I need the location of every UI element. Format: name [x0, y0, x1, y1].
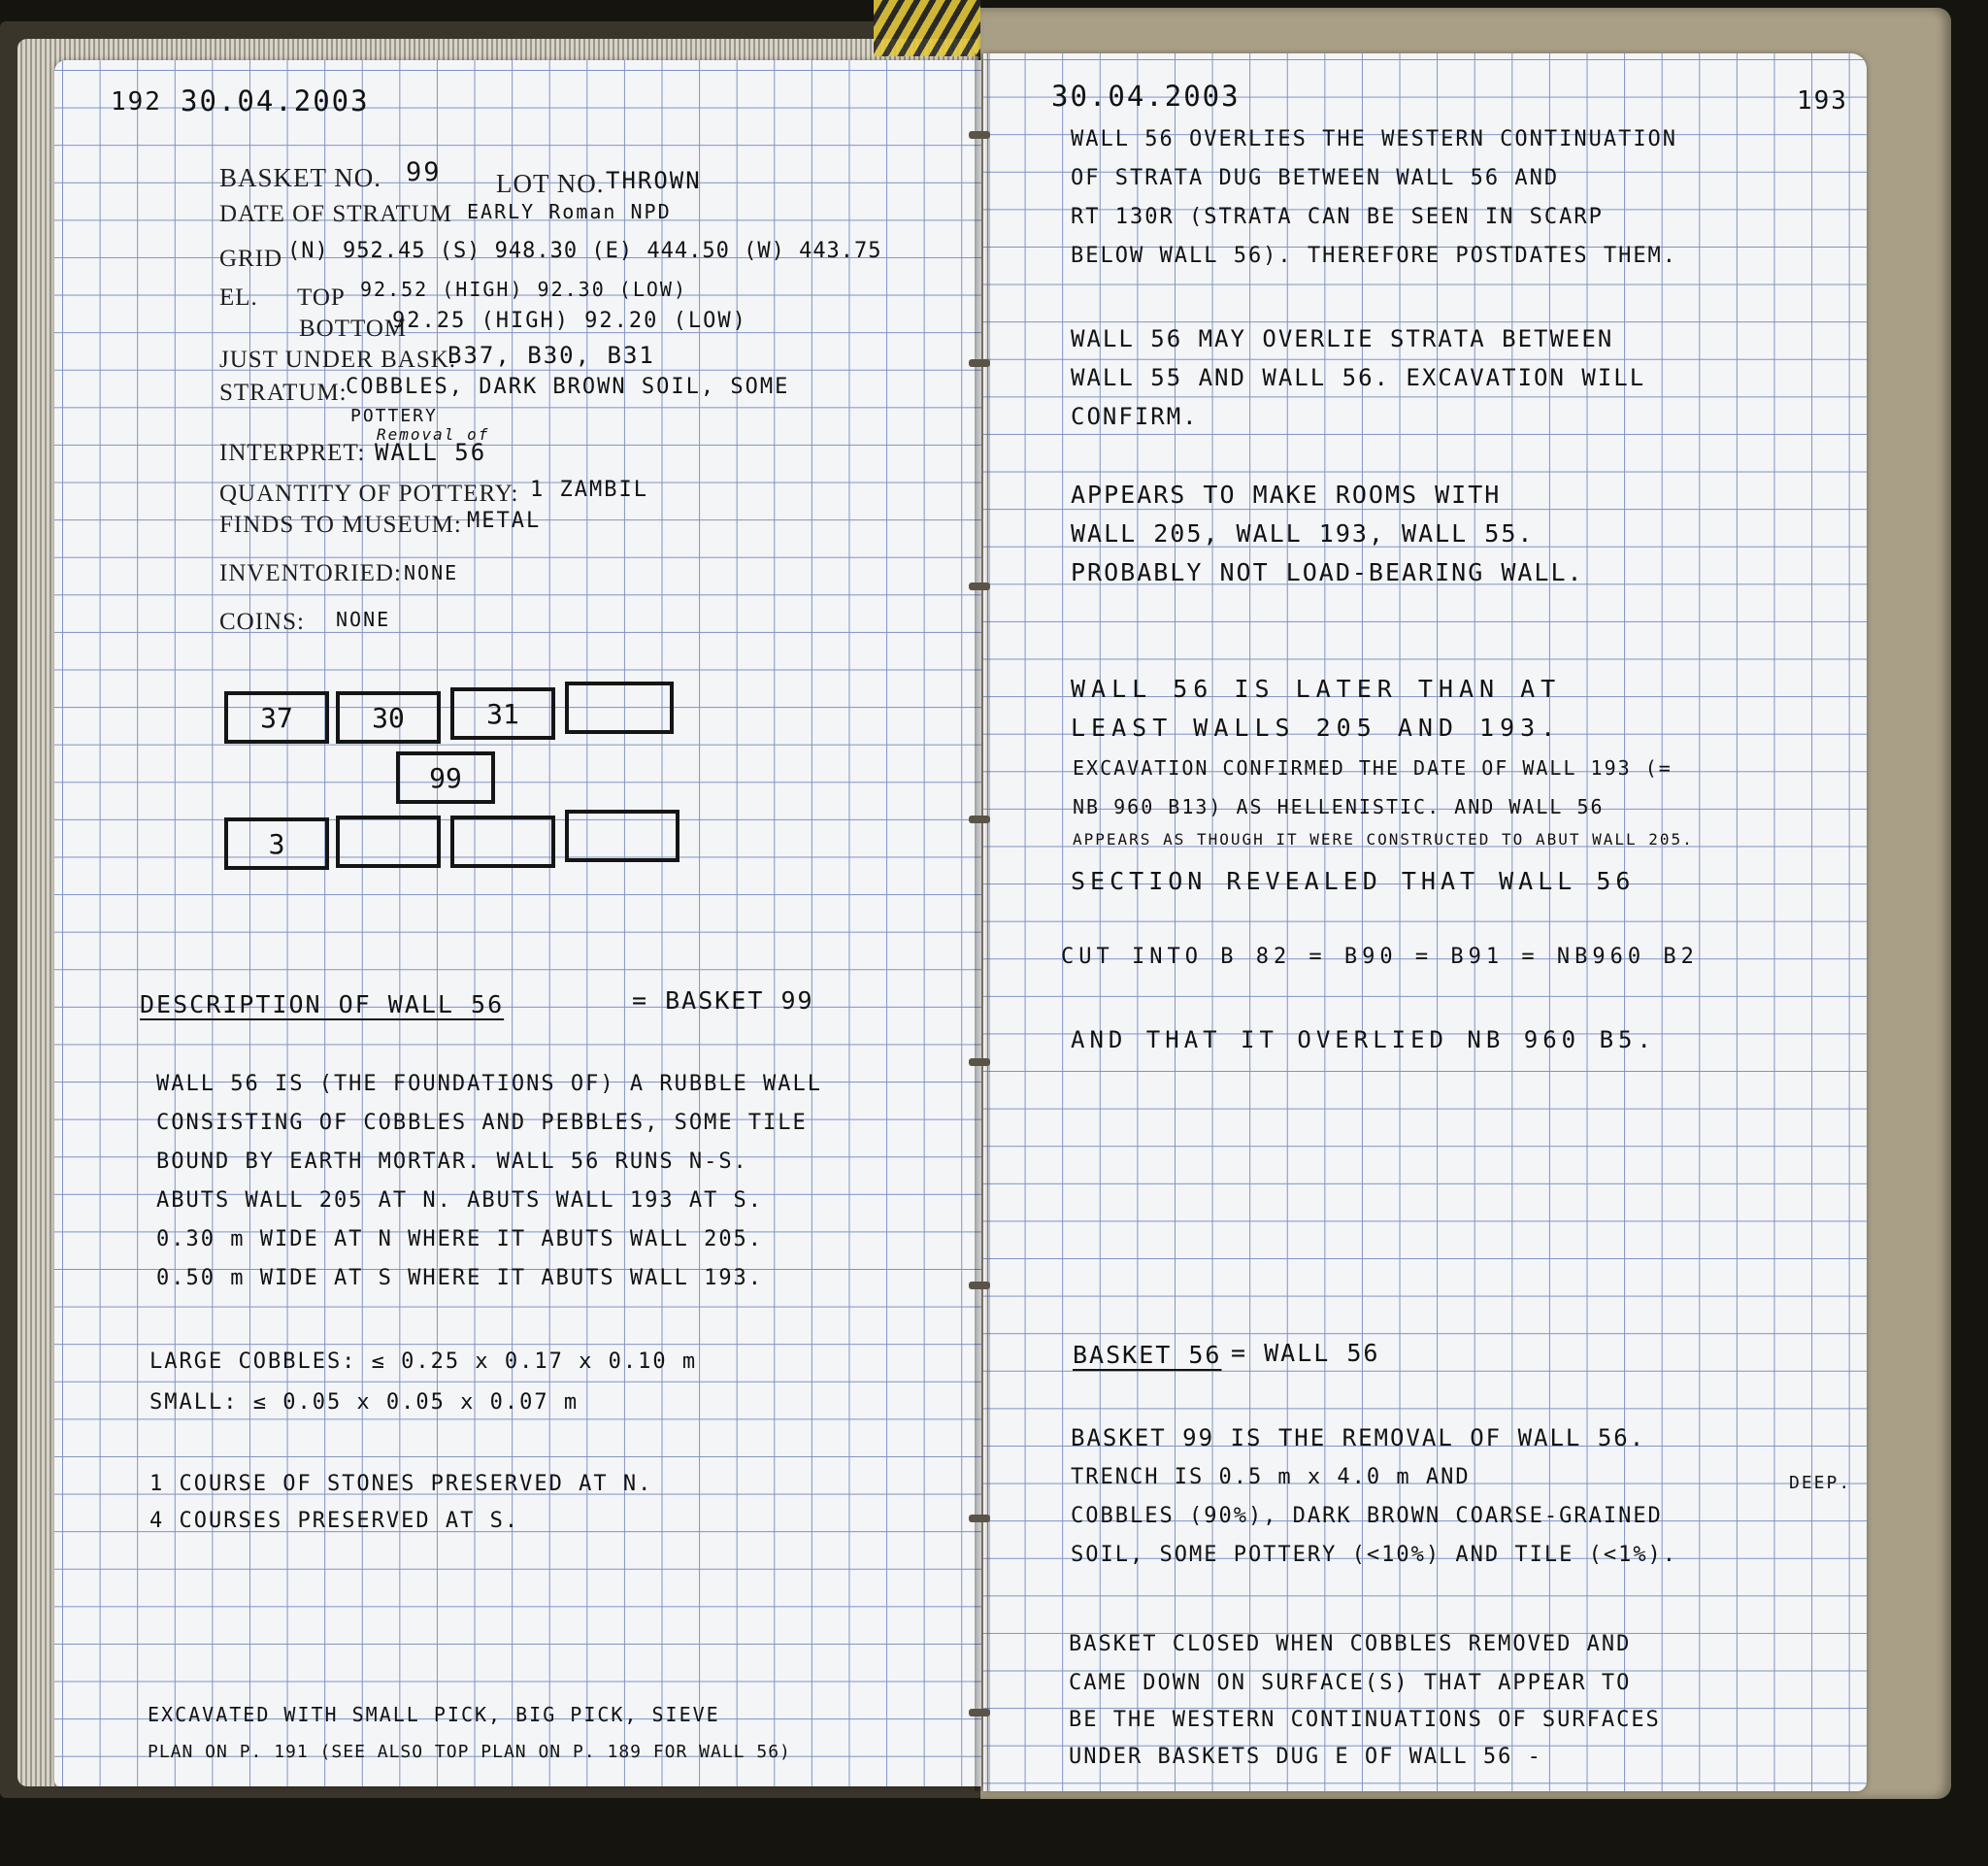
finds-value: METAL [467, 509, 542, 533]
stratigraphy-box-below-4 [565, 810, 679, 862]
coins-label: COINS: [219, 609, 305, 635]
finds-label: FINDS TO MUSEUM: [219, 512, 462, 538]
quantity-label: QUANTITY OF POTTERY: [219, 481, 519, 507]
note-line: RT 130R (STRATA CAN BE SEEN IN SCARP [1071, 205, 1604, 229]
binding-stitch [969, 1515, 990, 1522]
binding-stitch [969, 359, 990, 367]
binding-stitch [969, 1282, 990, 1289]
inventoried-value: NONE [404, 561, 459, 584]
note-line: CUT INTO B 82 = B90 = B91 = NB960 B2 [1061, 945, 1699, 969]
page-number: 193 [1797, 86, 1848, 116]
page-date: 30.04.2003 [181, 84, 370, 117]
binding-gutter [975, 53, 990, 1791]
interpret-label: INTERPRET: [219, 440, 366, 466]
quantity-value: 1 ZAMBIL [530, 478, 648, 502]
note-line: OF STRATA DUG BETWEEN WALL 56 AND [1071, 166, 1560, 190]
stratigraphy-box-below-2 [336, 816, 441, 868]
note-line: WALL 56 IS LATER THAN AT [1071, 675, 1562, 703]
lot-label: LOT NO. [496, 169, 605, 198]
bookmark-ribbon [874, 0, 980, 56]
basket-heading-suffix: = WALL 56 [1231, 1339, 1380, 1367]
just-under-value: B37, B30, B31 [447, 342, 655, 369]
lot-value: THROWN [606, 167, 702, 194]
basket-label: BASKET NO. [219, 163, 382, 192]
note-line: PROBABLY NOT LOAD-BEARING WALL. [1071, 558, 1584, 586]
inventoried-label: INVENTORIED: [219, 560, 402, 586]
page-date: 30.04.2003 [1051, 80, 1241, 113]
basket-line: COBBLES (90%), DARK BROWN COARSE-GRAINED [1071, 1504, 1663, 1528]
note-line: BELOW WALL 56). THEREFORE POSTDATES THEM. [1071, 244, 1678, 268]
page-number: 192 [111, 87, 162, 117]
description-heading: DESCRIPTION OF WALL 56 [140, 990, 505, 1018]
closing-line: BASKET CLOSED WHEN COBBLES REMOVED AND [1069, 1632, 1632, 1656]
basket-line: BASKET 99 IS THE REMOVAL OF WALL 56. [1071, 1424, 1646, 1451]
note-line: LEAST WALLS 205 AND 193. [1071, 714, 1562, 742]
grid-value: (N) 952.45 (S) 948.30 (E) 444.50 (W) 443.75 [287, 239, 882, 263]
stratigraphy-box-above-2: 30 [336, 691, 441, 744]
bottom-label: BOTTOM [299, 316, 408, 342]
description-line: CONSISTING OF COBBLES AND PEBBLES, SOME TILE [156, 1111, 808, 1135]
stratigraphy-box-above-3: 31 [450, 687, 555, 740]
note-line: AND THAT IT OVERLIED NB 960 B5. [1071, 1026, 1656, 1053]
right-page [983, 53, 1867, 1791]
course-line: 1 COURSE OF STONES PRESERVED AT N. [149, 1472, 653, 1496]
basket-line: TRENCH IS 0.5 m x 4.0 m AND [1071, 1465, 1471, 1489]
stratigraphy-box-below-3 [450, 816, 555, 868]
closing-line: CAME DOWN ON SURFACE(S) THAT APPEAR TO [1069, 1671, 1632, 1695]
binding-stitch [969, 1709, 990, 1716]
deep-note: DEEP. [1789, 1473, 1852, 1493]
el-label: EL. [219, 284, 258, 311]
just-under-label: JUST UNDER BASK. [219, 347, 457, 373]
note-line: SECTION REVEALED THAT WALL 56 [1071, 867, 1636, 895]
binding-stitch [969, 583, 990, 590]
description-heading-suffix: = BASKET 99 [632, 986, 814, 1015]
note-line: WALL 205, WALL 193, WALL 55. [1071, 519, 1535, 548]
bottom-value: 92.25 (HIGH) 92.20 (LOW) [392, 309, 747, 333]
note-line: WALL 56 OVERLIES THE WESTERN CONTINUATION [1071, 127, 1678, 151]
description-line: ABUTS WALL 205 AT N. ABUTS WALL 193 AT S. [156, 1188, 764, 1213]
excavation-tools-note: EXCAVATED WITH SMALL PICK, BIG PICK, SIEVE [148, 1703, 720, 1726]
description-line: WALL 56 IS (THE FOUNDATIONS OF) A RUBBLE WALL [156, 1072, 823, 1096]
grid-label: GRID [219, 246, 283, 272]
closing-line: UNDER BASKETS DUG E OF WALL 56 - [1069, 1745, 1542, 1769]
basket-line: SOIL, SOME POTTERY (<10%) AND TILE (<1%). [1071, 1543, 1678, 1567]
note-line: WALL 56 MAY OVERLIE STRATA BETWEEN [1071, 325, 1614, 352]
stratum-label: STRATUM: [219, 380, 348, 406]
cobble-size-line: SMALL: ≤ 0.05 x 0.05 x 0.07 m [149, 1390, 580, 1415]
note-line: EXCAVATION CONFIRMED THE DATE OF WALL 193 (= [1073, 756, 1673, 780]
interpret-note: Removal of [377, 425, 490, 444]
interpret-value: WALL 56 [375, 439, 487, 466]
binding-stitch [969, 816, 990, 823]
date-stratum-value: EARLY Roman NPD [467, 200, 672, 223]
description-line: BOUND BY EARTH MORTAR. WALL 56 RUNS N-S. [156, 1150, 748, 1174]
stratigraphy-box-current: 99 [396, 751, 495, 804]
cobble-size-line: LARGE COBBLES: ≤ 0.25 x 0.17 x 0.10 m [149, 1350, 698, 1374]
description-line: 0.30 m WIDE AT N WHERE IT ABUTS WALL 205. [156, 1227, 764, 1251]
note-line: APPEARS TO MAKE ROOMS WITH [1071, 481, 1502, 509]
plan-reference-note: PLAN ON P. 191 (SEE ALSO TOP PLAN ON P. 189 FOR WALL 56) [148, 1742, 791, 1762]
basket-value: 99 [406, 157, 442, 187]
date-stratum-label: DATE OF STRATUM [219, 201, 453, 227]
course-line: 4 COURSES PRESERVED AT S. [149, 1509, 520, 1533]
closing-line: BE THE WESTERN CONTINUATIONS OF SURFACES [1069, 1708, 1661, 1732]
left-page [54, 60, 981, 1786]
stratigraphy-box-below-1: 3 [224, 817, 329, 870]
binding-stitch [969, 1058, 990, 1066]
stratum-value-cont: POTTERY [350, 406, 438, 426]
coins-value: NONE [336, 608, 391, 631]
note-line: CONFIRM. [1071, 403, 1199, 430]
top-value: 92.52 (HIGH) 92.30 (LOW) [360, 278, 687, 301]
basket-heading: BASKET 56 [1073, 1341, 1222, 1369]
top-label: TOP [297, 284, 346, 311]
stratum-value: COBBLES, DARK BROWN SOIL, SOME [346, 375, 790, 399]
stratigraphy-box-above-4 [565, 682, 674, 734]
stratigraphy-box-above-1: 37 [224, 691, 329, 744]
description-line: 0.50 m WIDE AT S WHERE IT ABUTS WALL 193. [156, 1266, 764, 1290]
binding-stitch [969, 131, 990, 139]
note-line: APPEARS AS THOUGH IT WERE CONSTRUCTED TO ABUT WALL 205. [1073, 830, 1694, 849]
note-line: NB 960 B13) AS HELLENISTIC. AND WALL 56 [1073, 795, 1605, 818]
note-line: WALL 55 AND WALL 56. EXCAVATION WILL [1071, 364, 1646, 391]
